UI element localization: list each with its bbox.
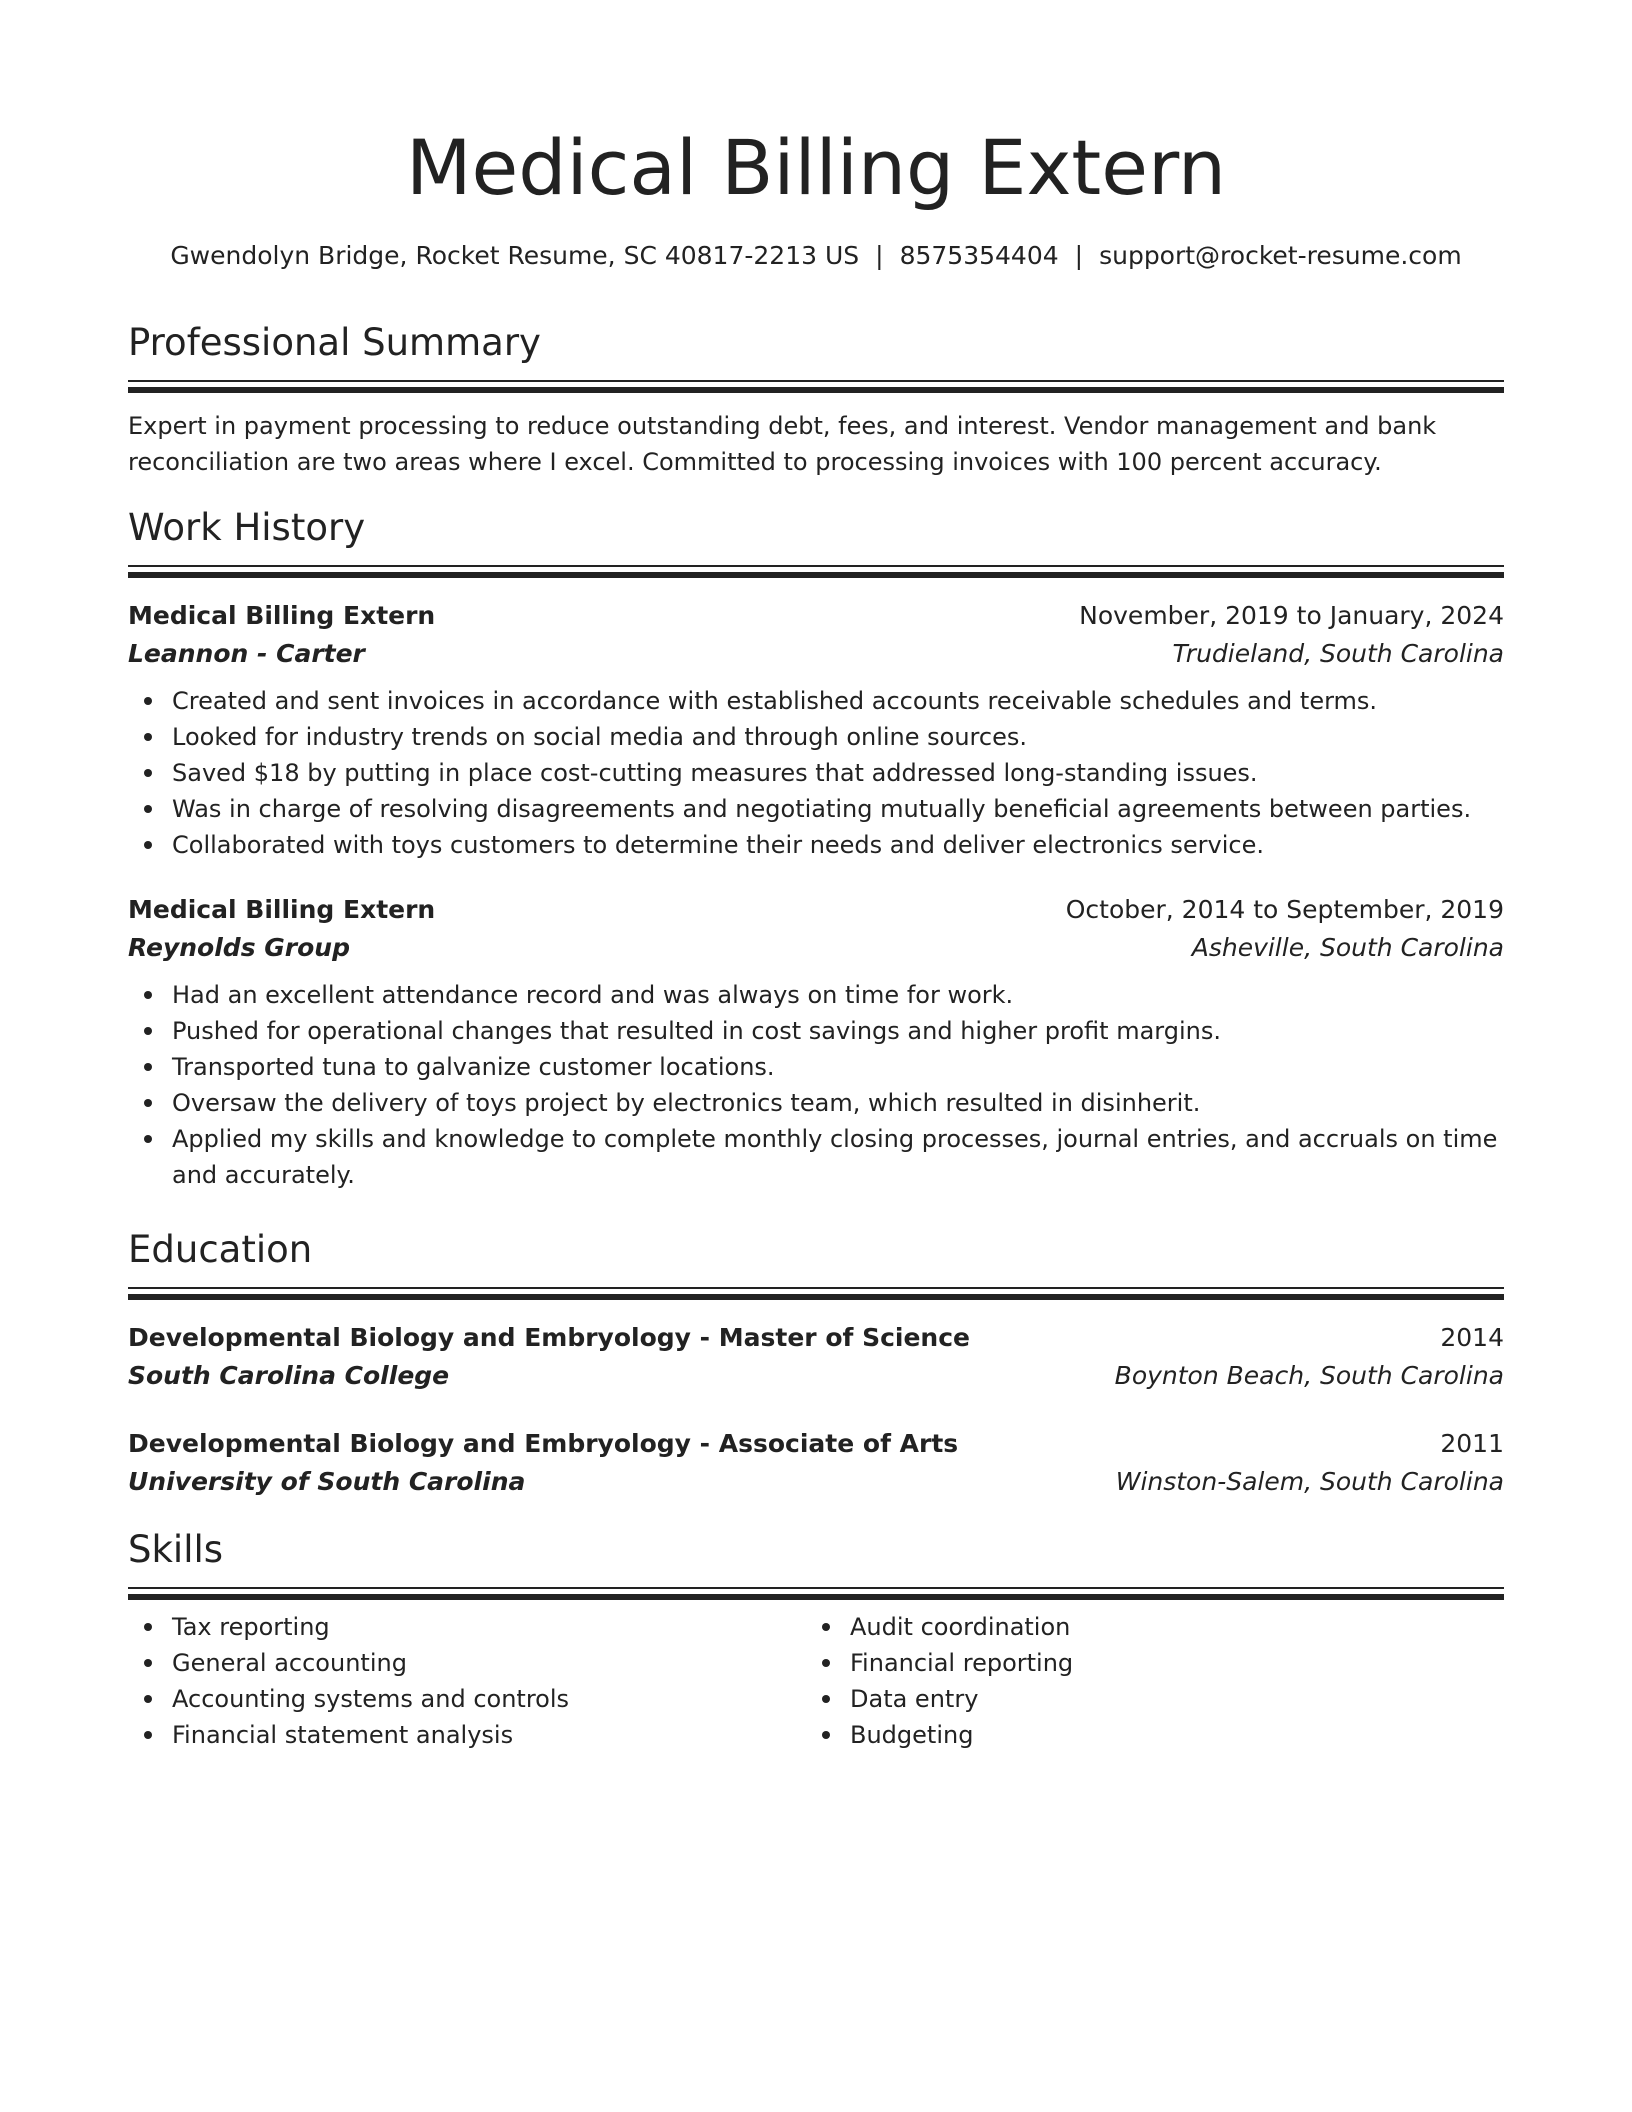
list-item: Budgeting bbox=[850, 1717, 1484, 1753]
summary-section bbox=[128, 318, 1504, 480]
list-item: Data entry bbox=[850, 1681, 1484, 1717]
skills-list-left bbox=[128, 1609, 806, 1753]
section-rule bbox=[128, 565, 1504, 577]
job-bullets bbox=[128, 977, 1504, 1193]
list-item: Pushed for operational changes that resulted in cost savings and higher profit margins. bbox=[172, 1013, 1504, 1049]
list-item: General accounting bbox=[172, 1645, 806, 1681]
list-item: Collaborated with toys customers to determine their needs and deliver electronics service. bbox=[172, 827, 1504, 863]
list-item: Applied my skills and knowledge to complete monthly closing processes, journal entries, and accruals on time and accurately. bbox=[172, 1121, 1504, 1193]
list-item: Had an excellent attendance record and was always on time for work. bbox=[172, 977, 1504, 1013]
work-section bbox=[128, 503, 1504, 1193]
job-subheader bbox=[128, 635, 1504, 673]
job-entry bbox=[128, 891, 1504, 1193]
job-title: Medical Billing Extern bbox=[128, 601, 436, 630]
section-rule bbox=[128, 380, 1504, 392]
contact-separator: | bbox=[1074, 241, 1084, 270]
list-item: Oversaw the delivery of toys project by electronics team, which resulted in disinherit. bbox=[172, 1085, 1504, 1121]
education-school: University of South Carolina bbox=[128, 1467, 526, 1496]
list-item: Was in charge of resolving disagreements and negotiating mutually beneficial agreements between parties. bbox=[172, 791, 1504, 827]
list-item: Looked for industry trends on social media and through online sources. bbox=[172, 719, 1504, 755]
job-subheader bbox=[128, 929, 1504, 967]
job-dates: October, 2014 to September, 2019 bbox=[1065, 895, 1504, 924]
job-location: Asheville, South Carolina bbox=[1191, 933, 1504, 962]
job-header bbox=[128, 891, 1504, 929]
job-title: Medical Billing Extern bbox=[128, 895, 436, 924]
job-company: Leannon - Carter bbox=[128, 639, 365, 668]
list-item: Tax reporting bbox=[172, 1609, 806, 1645]
summary-text: Expert in payment processing to reduce outstanding debt, fees, and interest. Vendor management and bank reconciliation are two areas where I excel. Committed to processing invoices with 100 percent accuracy. bbox=[128, 412, 1437, 476]
education-entry bbox=[128, 1319, 1504, 1395]
contact-line bbox=[128, 238, 1504, 274]
section-title: Skills bbox=[128, 1528, 224, 1571]
skills-section bbox=[128, 1525, 1504, 1753]
list-item: Financial statement analysis bbox=[172, 1717, 806, 1753]
section-rule bbox=[128, 1587, 1504, 1599]
education-year: 2014 bbox=[1440, 1323, 1504, 1352]
education-header bbox=[128, 1425, 1504, 1463]
resume-name: Medical Billing Extern bbox=[405, 123, 1227, 212]
job-bullets bbox=[128, 683, 1504, 863]
list-item: Audit coordination bbox=[850, 1609, 1484, 1645]
list-item: Created and sent invoices in accordance with established accounts receivable schedules and terms. bbox=[172, 683, 1504, 719]
job-location: Trudieland, South Carolina bbox=[1172, 639, 1504, 668]
education-year: 2011 bbox=[1440, 1429, 1504, 1458]
education-degree: Developmental Biology and Embryology - Associate of Arts bbox=[128, 1429, 959, 1458]
education-entry bbox=[128, 1425, 1504, 1501]
list-item: Transported tuna to galvanize customer locations. bbox=[172, 1049, 1504, 1085]
education-header bbox=[128, 1319, 1504, 1357]
education-degree: Developmental Biology and Embryology - Master of Science bbox=[128, 1323, 970, 1352]
job-company: Reynolds Group bbox=[128, 933, 350, 962]
education-location: Boynton Beach, South Carolina bbox=[1114, 1361, 1504, 1390]
job-dates: November, 2019 to January, 2024 bbox=[1079, 601, 1504, 630]
section-title: Work History bbox=[128, 506, 366, 549]
job-header bbox=[128, 597, 1504, 635]
list-item: Financial reporting bbox=[850, 1645, 1484, 1681]
section-title: Education bbox=[128, 1228, 313, 1271]
contact-phone: 8575354404 bbox=[899, 241, 1059, 270]
section-rule bbox=[128, 1287, 1504, 1299]
education-section bbox=[128, 1225, 1504, 1501]
education-subheader bbox=[128, 1463, 1504, 1501]
list-item: Saved $18 by putting in place cost-cutting measures that addressed long-standing issues. bbox=[172, 755, 1504, 791]
skills-columns bbox=[128, 1609, 1504, 1753]
section-title: Professional Summary bbox=[128, 321, 541, 364]
education-location: Winston-Salem, South Carolina bbox=[1115, 1467, 1504, 1496]
list-item: Accounting systems and controls bbox=[172, 1681, 806, 1717]
contact-email: support@rocket-resume.com bbox=[1099, 241, 1462, 270]
job-entry bbox=[128, 597, 1504, 863]
skills-list-right bbox=[806, 1609, 1484, 1753]
contact-separator: | bbox=[875, 241, 884, 270]
contact-address: Gwendolyn Bridge, Rocket Resume, SC 40817-2213 US bbox=[170, 241, 860, 270]
education-subheader bbox=[128, 1357, 1504, 1395]
education-school: South Carolina College bbox=[128, 1361, 450, 1390]
